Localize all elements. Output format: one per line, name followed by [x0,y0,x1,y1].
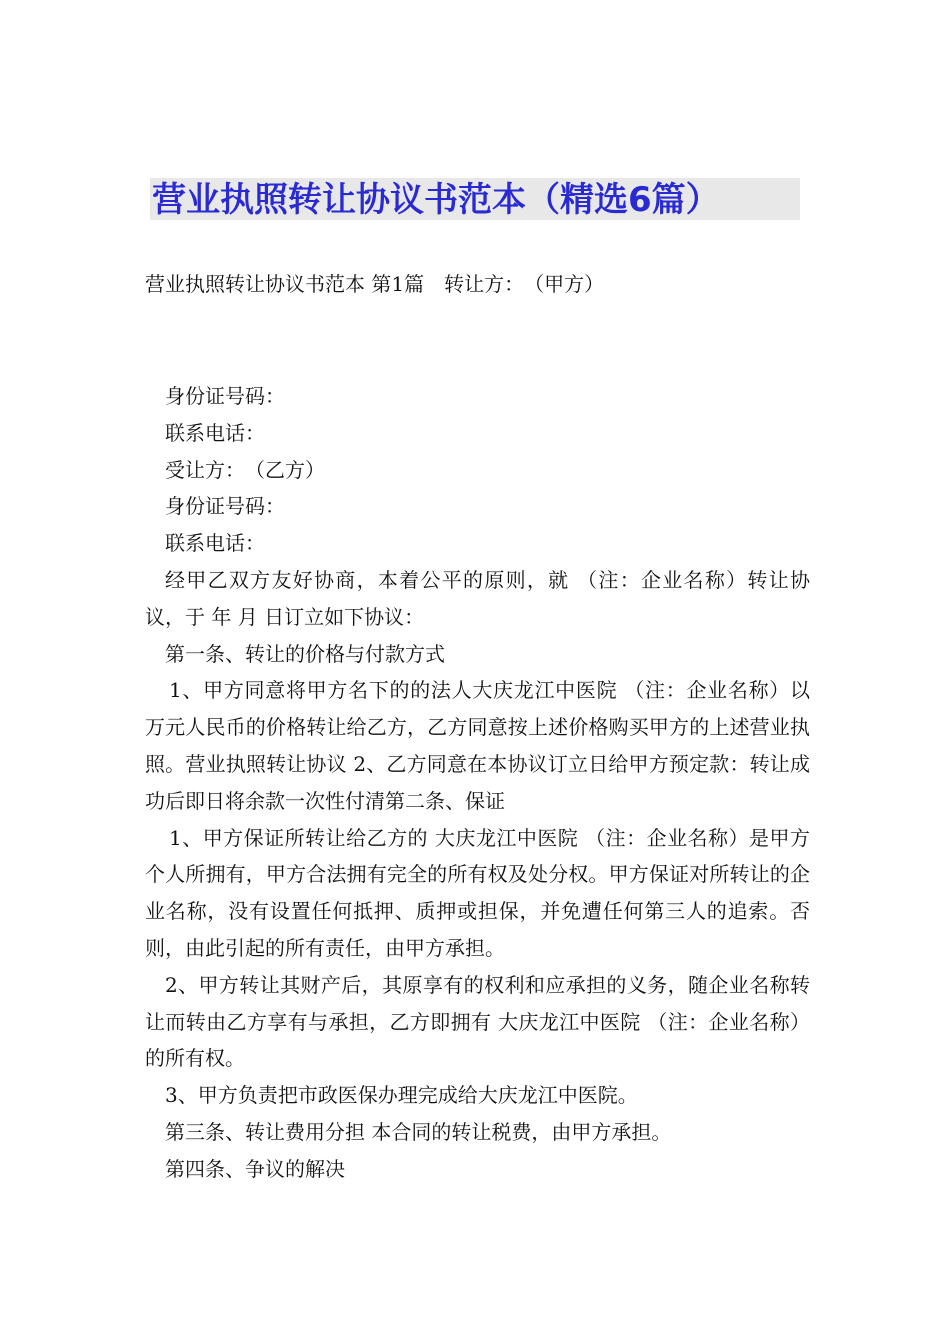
paragraph-article-2-clause-3: 3、甲方负责把市政医保办理完成给大庆龙江中医院。 [165,1083,638,1108]
paragraph-id-number-b: 身份证号码： [165,494,285,519]
paragraph-article-1-clause-1: 1、甲方同意将甲方名下的的法人大庆龙江中医院 （注：企业名称）以 万元人民币的价格转让给乙方，乙方同意按上述价格购买甲方的上述营业执照。营业执照转让协议 2、乙方同意在本协议订立日给甲方预定款：转让成功后即日将余款一次性付清第二条、保证 [145,678,810,813]
paragraph-article-2-clause-1: 1、甲方保证所转让给乙方的 大庆龙江中医院 （注：企业名称）是甲方个人所拥有，甲方合法拥有完全的所有权及处分权。甲方保证对所转让的企业名称，没有设置任何抵押、质押或担保，并免遭任何第三人的追索。否则，由此引起的所有责任，由甲方承担。 [145,825,810,960]
paragraph-article-4-heading: 第四条、争议的解决 [165,1156,345,1181]
paragraph-id-number-a: 身份证号码： [165,384,285,408]
document-subtitle: 营业执照转让协议书范本 第1篇 转让方： （甲方） [145,272,605,296]
paragraph-article-3: 第三条、转让费用分担 本合同的转让税费，由甲方承担。 [165,1119,672,1144]
document-body [145,378,810,1188]
paragraph-phone-a: 联系电话： [165,420,265,445]
paragraph-article-1-heading: 第一条、转让的价格与付款方式 [165,641,445,666]
paragraph-preamble: 经甲乙双方友好协商，本着公平的原则，就 （注：企业名称）转让协议，于 年 月 日订立如下协议： [145,567,810,629]
paragraph-transferee: 受让方： （乙方） [165,457,325,482]
document-title: 营业执照转让协议书范本（精选6篇） [152,180,720,220]
title-highlight [150,178,800,220]
paragraph-phone-b: 联系电话： [165,531,265,556]
paragraph-article-2-clause-2: 2、甲方转让其财产后，其原享有的权利和应承担的义务，随企业名称转让而转由乙方享有与承担，乙方即拥有 大庆龙江中医院 （注：企业名称）的所有权。 [145,972,810,1071]
